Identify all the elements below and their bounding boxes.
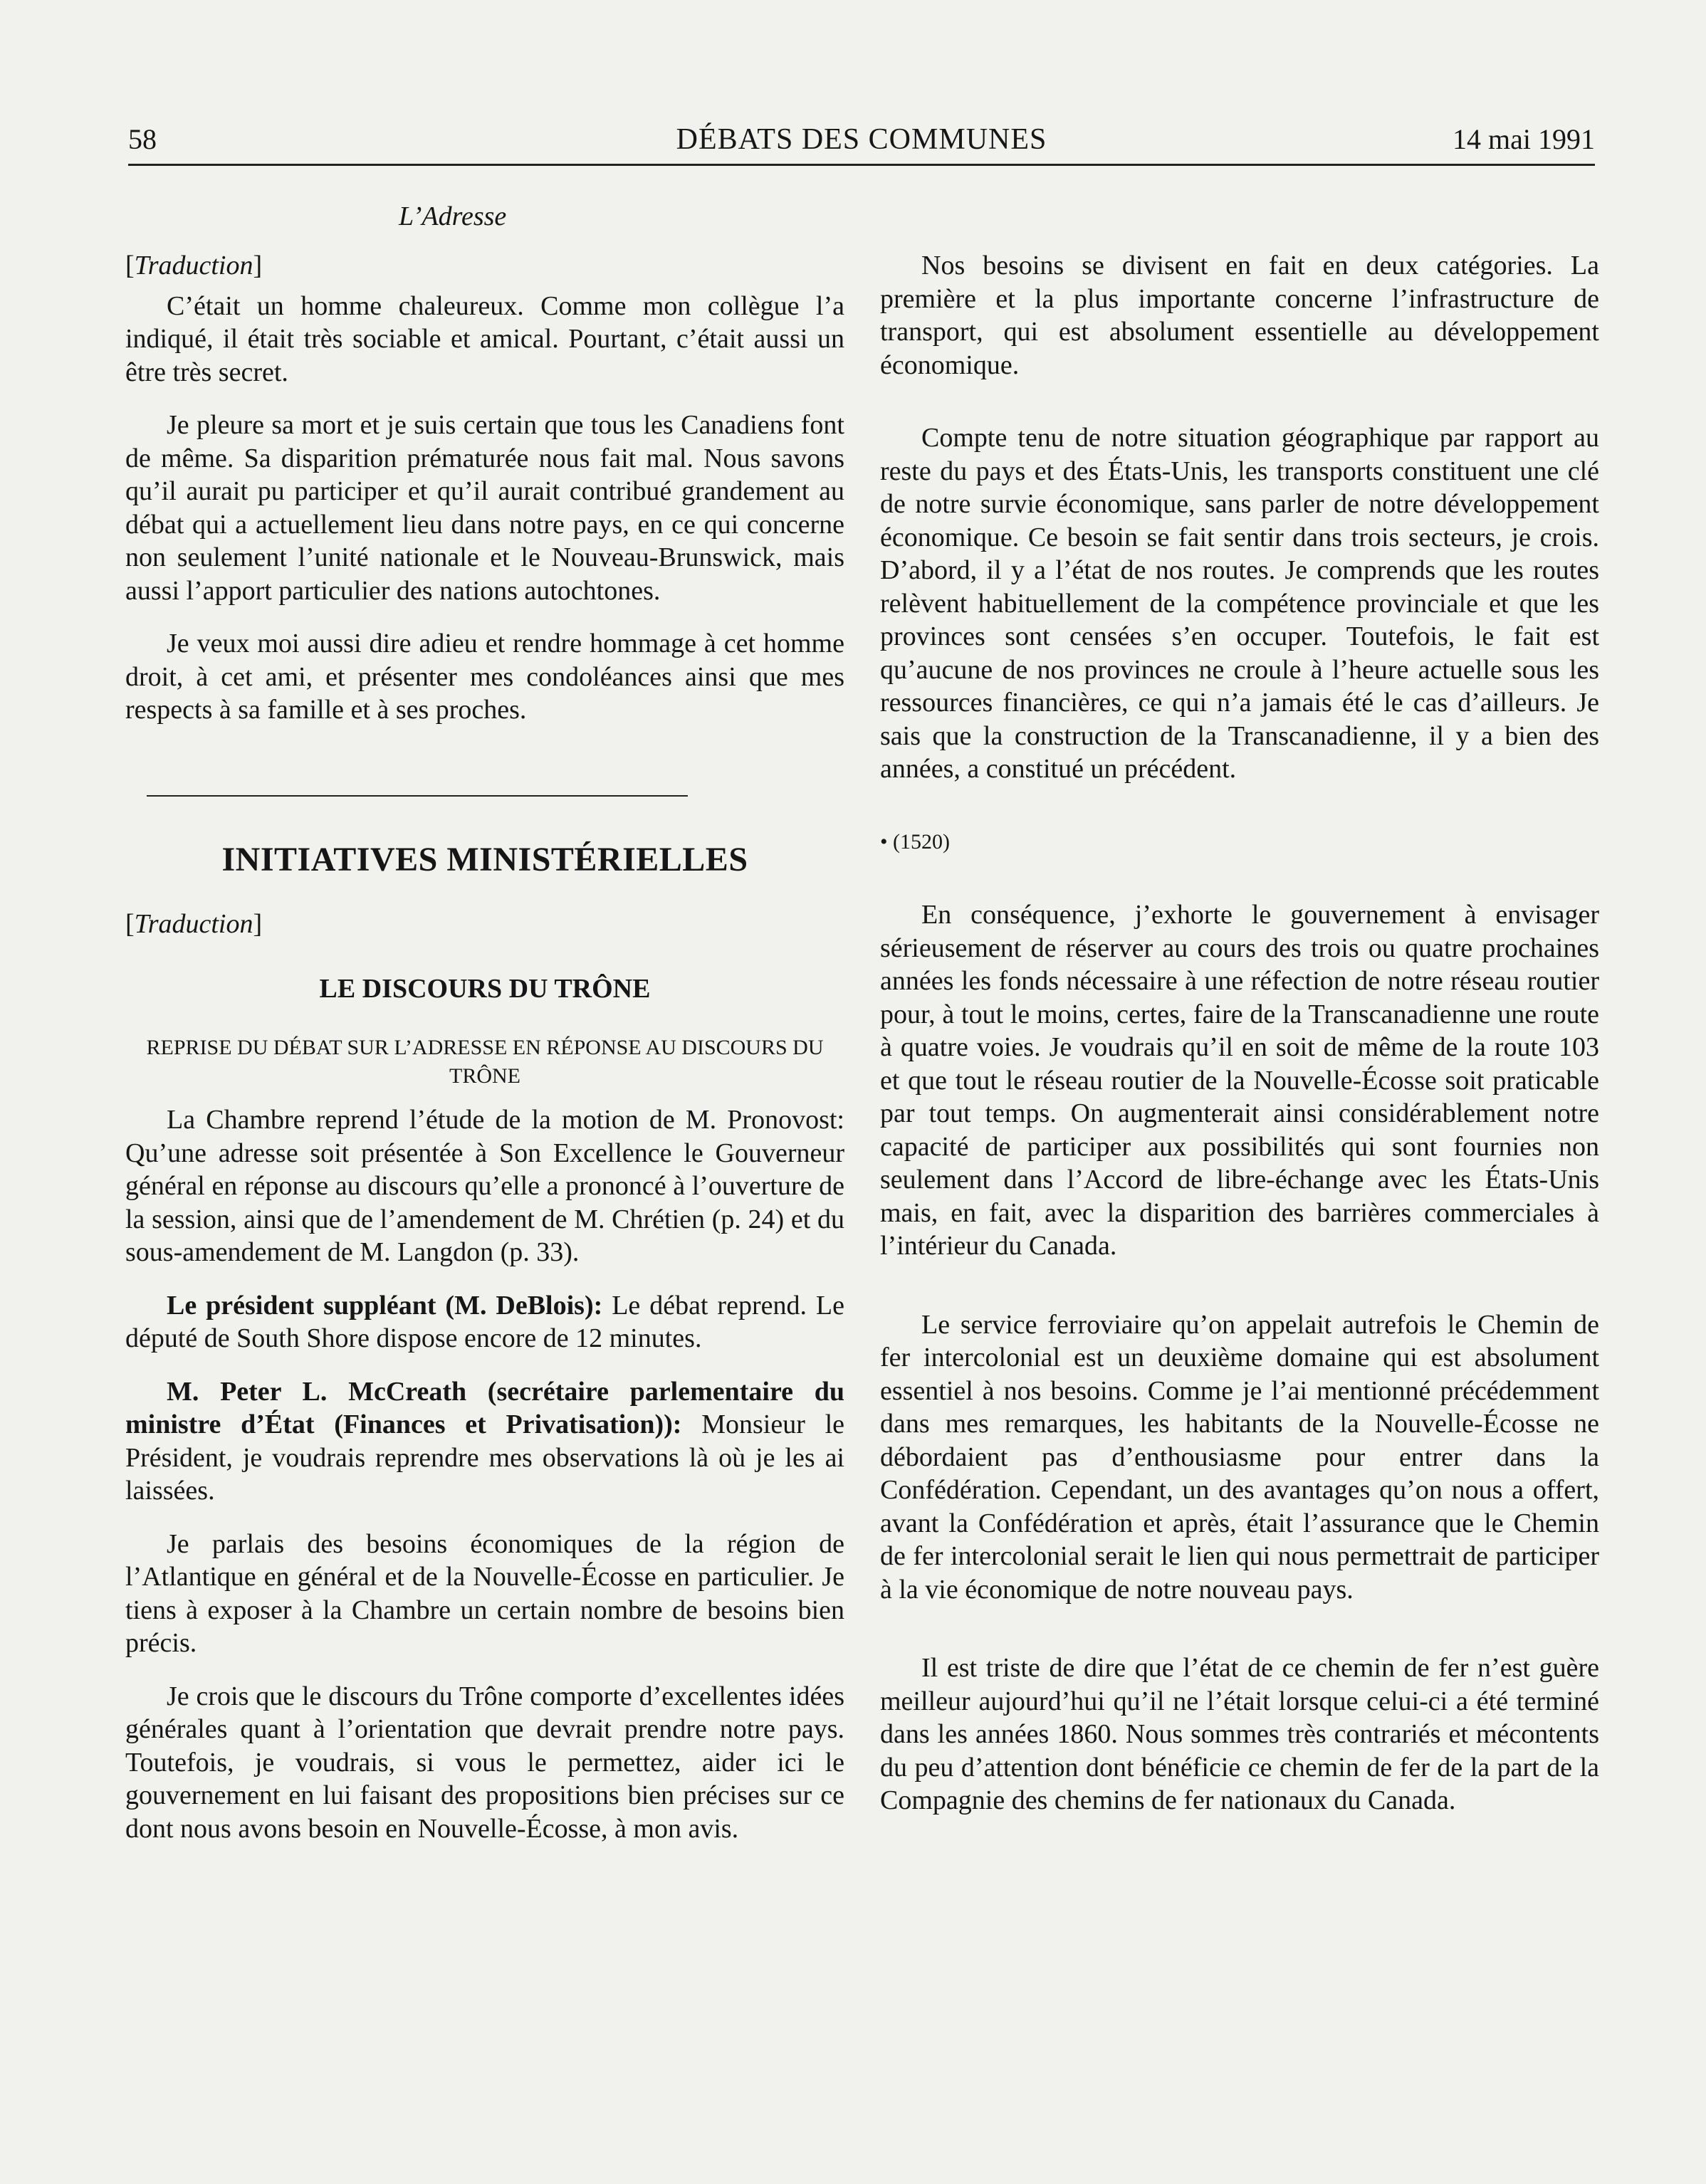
publication-date: 14 mai 1991: [1453, 123, 1595, 155]
section-divider: [147, 795, 688, 797]
paragraph: Il est triste de dire que l’état de ce chemin de fer n’est guère meilleur aujourd’hui qu’il ne l’était lorsque celui-ci a été terminé dans les années 1860. Nous sommes très contrariés et mécontents du peu d’attention dont bénéficie ce chemin de fer de la part de la Compagnie des chemins de fer nationaux du Canada.: [880, 1653, 1599, 1815]
paragraph: Je crois que le discours du Trône comporte d’excellentes idées générales quant à l’orientation que devrait prendre notre pays. Toutefois, je voudrais, si vous le permettez, aider ici le gouvernement en lui faisant des propositions bien précises sur ce dont nous avons besoin en Nouvelle-Écosse, à mon avis.: [125, 1681, 844, 1844]
paragraph: Compte tenu de notre situation géographique par rapport au reste du pays et des États-Unis, les transports constituent une clé de notre survie économique, sans parler de notre développement économique. Ce besoin se fait sentir dans trois secteurs, je crois. D’abord, il y a l’état de nos routes. Je comprends que les routes relèvent habituellement de la compétence provinciale et que les provinces sont censées s’en occuper. Toutefois, le fait est qu’aucune de nos provinces ne croule à l’heure actuelle sous les ressources financières, ce qui n’a jamais été le cas d’ailleurs. Je sais que la construction de la Transcanadienne, il y a bien des années, a constitué un précédent.: [880, 423, 1599, 784]
right-column: [880, 249, 1599, 1817]
time-marker: • (1520): [880, 829, 950, 854]
paragraph: Nos besoins se divisent en fait en deux catégories. La première et la plus importante concerne l’infrastructure de transport, qui est absolument essentielle au développement économique.: [880, 251, 1599, 380]
publication-title: DÉBATS DES COMMUNES: [676, 123, 1047, 156]
paragraph: M. Peter L. McCreath (secrétaire parlementaire du ministre d’État (Finances et Privatisation)): Monsieur le Président, je voudrais reprendre mes observations là où je les ai laissées.: [125, 1376, 844, 1506]
paragraph: La Chambre reprend l’étude de la motion de M. Pronovost: Qu’une adresse soit présentée à Son Excellence le Gouverneur général en réponse au discours qu’elle a prononcé à l’ouverture de la session, ainsi que de l’amendement de M. Chrétien (p. 24) et du sous-amendement de M. Langdon (p. 33).: [125, 1105, 844, 1267]
paragraph: Le service ferroviaire qu’on appelait autrefois le Chemin de fer intercolonial est un deuxième domaine qui est absolument essentiel à nos besoins. Comme je l’ai mentionné précédemment dans mes remarques, les habitants de la Nouvelle-Écosse ne débordaient pas d’enthousiasme pour entrer dans la Confédération. Cependant, un des avantages qu’on nous a offert, avant la Confédération et après, était l’assurance que le Chemin de fer intercolonial serait le lien qui nous permettrait de participer à la vie économique de notre nouveau pays.: [880, 1309, 1599, 1605]
running-head: L’Adresse: [399, 201, 507, 231]
left-column: [125, 249, 844, 1845]
speaker-name: Le président suppléant (M. DeBlois):: [167, 1290, 603, 1321]
translation-tag: [Traduction]: [125, 251, 263, 280]
header-rule: [128, 164, 1595, 166]
page-header: [128, 122, 1595, 165]
paragraph: En conséquence, j’exhorte le gouvernement à envisager sérieusement de réserver au cours des trois ou quatre prochaines années les fonds nécessaire à une réfection de notre réseau routier pour, à tout le moins, certes, faire de la Transcanadienne une route à quatre voies. Je voudrais qu’il en soit de même de la route 103 et que tout le réseau routier de la Nouvelle-Écosse soit praticable par tout temps. On augmenterait ainsi considérablement notre capacité de participer aux possibilités qui sont fournies non seulement dans l’Accord de libre-échange avec les États-Unis mais, en fait, avec la disparition des barrières commerciales à l’intérieur du Canada.: [880, 900, 1599, 1261]
translation-tag: [Traduction]: [125, 909, 263, 939]
subsection-title: LE DISCOURS DU TRÔNE: [319, 973, 651, 1004]
debate-resumption-heading: REPRISE DU DÉBAT SUR L’ADRESSE EN RÉPONSE AU DISCOURS DU TRÔNE: [146, 1036, 824, 1088]
paragraph: C’était un homme chaleureux. Comme mon collègue l’a indiqué, il était très sociable et amical. Pourtant, c’était aussi un être très secret.: [125, 290, 844, 387]
speaker-name: M. Peter L. McCreath (secrétaire parlementaire du ministre d’État (Finances et Privatisation)):: [125, 1376, 844, 1439]
paragraph: Le président suppléant (M. DeBlois): Le débat reprend. Le député de South Shore dispose encore de 12 minutes.: [125, 1290, 844, 1353]
paragraph: Je pleure sa mort et je suis certain que tous les Canadiens font de même. Sa disparition prématurée nous fait mal. Nous savons qu’il aurait pu participer et qu’il aurait contribué grandement au débat qui a actuellement lieu dans notre pays, en ce qui concerne non seulement l’unité nationale et le Nouveau-Brunswick, mais aussi l’apport particulier des nations autochtones.: [125, 410, 844, 606]
paragraph: Je veux moi aussi dire adieu et rendre hommage à cet homme droit, à cet ami, et présenter mes condoléances ainsi que mes respects à sa famille et à ses proches.: [125, 629, 844, 725]
section-title: INITIATIVES MINISTÉRIELLES: [221, 840, 748, 878]
paragraph: Je parlais des besoins économiques de la région de l’Atlantique en général et de la Nouvelle-Écosse en particulier. Je tiens à exposer à la Chambre un certain nombre de besoins bien précis.: [125, 1528, 844, 1658]
page-number: 58: [128, 123, 157, 155]
